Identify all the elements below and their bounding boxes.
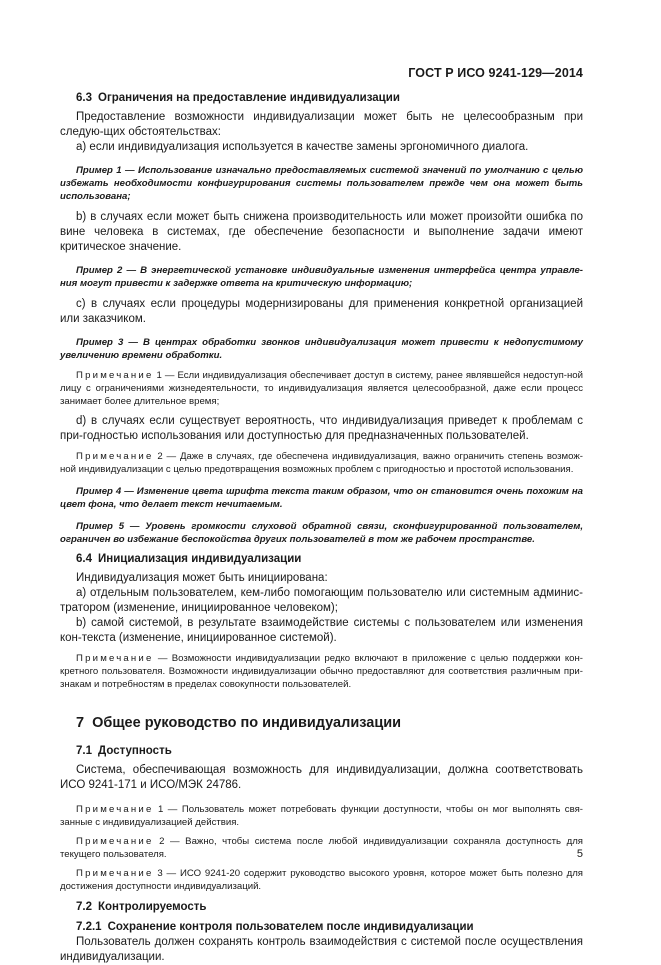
section-number: 7.1 (76, 745, 92, 757)
page-content (60, 92, 583, 965)
note-label: Примечание (76, 370, 154, 381)
note-1 (60, 803, 583, 829)
paragraph: Индивидуализация может быть инициирована: (76, 572, 328, 584)
list-item-b: b) самой системой, в результате взаимодействие системы с пользователем или изменения кон-текста (изменение, инициированное системой). (60, 617, 583, 644)
section-6-4-heading (60, 553, 583, 565)
list-item-c: c) в случаях если процедуры модернизированы для применения конкретной организацией или заказчиком. (60, 298, 583, 325)
note-text: 1 — Пользователь может потребовать функции доступности, чтобы он мог выполнять свя-занные с индивидуализацией действия. (60, 804, 583, 828)
document-code: ГОСТ Р ИСО 9241-129—2014 (408, 66, 583, 80)
note-label: Примечание (76, 451, 154, 462)
example-3: Пример 3 — В центрах обработки звонков индивидуализация может привести к недопустимому увеличению времени обработки. (60, 337, 583, 361)
note-3 (60, 867, 583, 893)
section-6-3-heading (60, 92, 583, 104)
list-item-b: b) в случаях если может быть снижена производительность или может произойти ошибка по вине человека в системах, где обеспечение безопасности и выполнение задачи имеют критическое значение. (60, 211, 583, 253)
note-2 (60, 450, 583, 476)
example-1: Пример 1 — Использование изначально предоставляемых системой значений по умолчанию с целью избежать необходимости конфигурирования системы пользователем прежде чем она может быть использована; (60, 165, 583, 202)
paragraph: Предоставление возможности индивидуализации может быть не целесообразным при следую-щих обстоятельствах: (60, 111, 583, 138)
example-4: Пример 4 — Изменение цвета шрифта текста таким образом, что он становится очень похожим на цвет фона, что делает текст нечитаемым. (60, 486, 583, 510)
section-title: Инициализация индивидуализации (98, 553, 302, 565)
paragraph: Система, обеспечивающая возможность для индивидуализации, должна соответствовать ИСО 9241-171 и ИСО/МЭК 24786. (60, 764, 583, 791)
note-label: Примечание (76, 653, 154, 664)
section-number: 7.2.1 (76, 921, 102, 933)
section-7-1-heading (60, 745, 583, 757)
section-title: Контролируемость (98, 901, 207, 913)
note-text: 3 — ИСО 9241-20 содержит руководство высокого уровня, которое может быть полезно для достижения доступности индивидуализаций. (60, 868, 583, 892)
section-title: Общее руководство по индивидуализации (92, 715, 402, 731)
section-7-heading (60, 715, 583, 731)
note-label: Примечание (76, 836, 154, 847)
note-1 (60, 369, 583, 408)
example-5: Пример 5 — Уровень громкости слуховой обратной связи, сконфигурированной пользователем, ограничен во избежание беспокойства других пользователей в том же рабочем пространстве. (60, 521, 583, 545)
note-text: 1 — Если индивидуализация обеспечивает доступ в систему, ранее являвшейся недоступ-ной лицу с ограничениями жизнедеятельности, то индивидуализация является целесообразной, даже если процесс занимает более длительное время; (60, 370, 583, 407)
note-2 (60, 835, 583, 861)
note-text: — Возможности индивидуализации редко включают в приложение с целью поддержки кон-кретного пользователя. Возможности индивидуализации обычно предоставляют для соответствия различным при-знакам и потребностям в пределах совокупности пользователей. (60, 653, 583, 690)
section-number: 7.2 (76, 901, 92, 913)
example-2: Пример 2 — В энергетической установке индивидуальные изменения интерфейса центра управле-ния могут привести к задержке ответа на критическую информацию; (60, 265, 583, 289)
section-title: Сохранение контроля пользователем после индивидуализации (107, 921, 474, 933)
list-item-a: a) если индивидуализация используется в качестве замены эргономичного диалога. (76, 141, 529, 153)
note-label: Примечание (76, 804, 154, 815)
list-item-d: d) в случаях если существует вероятность, что индивидуализация приведет к проблемам с при-годностью использования или доступностью для предназначенных пользователей. (60, 415, 583, 442)
list-item-a: a) отдельным пользователем, кем-либо помогающим пользователю или системным админис-тратором (изменение, инициированное человеком); (60, 587, 583, 614)
section-7-2-1-heading (60, 921, 583, 933)
section-title: Ограничения на предоставление индивидуализации (98, 92, 400, 104)
section-number: 6.3 (76, 92, 92, 104)
note (60, 652, 583, 691)
note-text: 2 — Даже в случаях, где обеспечена индивидуализация, важно ограничить степень возмож-ной индивидуализации с целью предотвращения возможных проблем с пригодностью и простотой использования. (60, 451, 583, 475)
note-label: Примечание (76, 868, 154, 879)
section-title: Доступность (98, 745, 172, 757)
paragraph: Пользователь должен сохранять контроль взаимодействия с системой после осуществления индивидуализации. (60, 936, 583, 963)
section-number: 6.4 (76, 553, 92, 565)
page-number: 5 (576, 848, 583, 860)
section-7-2-heading (60, 901, 583, 913)
note-text: 2 — Важно, чтобы система после любой индивидуализации сохраняла доступность для текущего пользователя. (60, 836, 583, 860)
section-number: 7 (76, 715, 85, 731)
